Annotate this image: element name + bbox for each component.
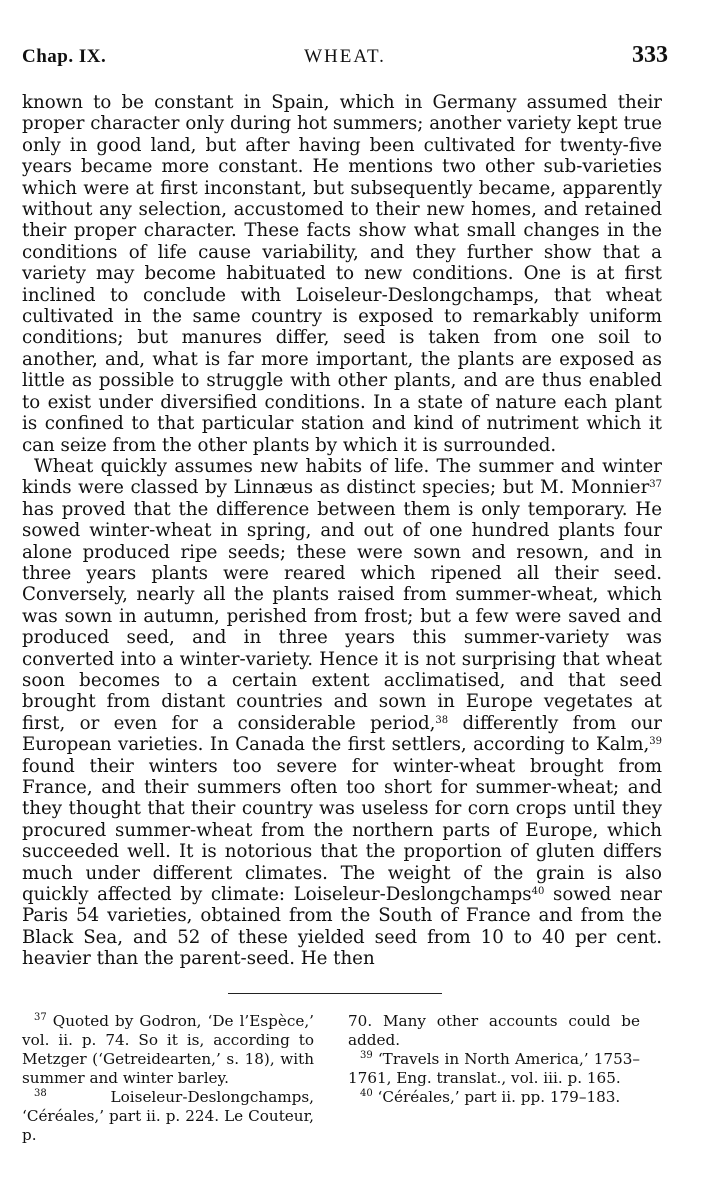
footnote-divider xyxy=(228,993,442,994)
footnote-37-number: 37 xyxy=(34,1012,47,1023)
paragraph-2-part-e: sowed near Paris 54 varieties, obtained from the South of France and from the Black Sea, and 52 of these yielded seed from 10 to 40 per cent. heavier than the parent-seed. He then xyxy=(22,884,662,970)
page-number: 333 xyxy=(632,42,668,68)
chapter-label: Chap. IX. xyxy=(22,46,107,67)
footnote-39-number: 39 xyxy=(360,1050,373,1061)
footnote-ref-38: 38 xyxy=(435,714,449,726)
body-text xyxy=(22,92,662,970)
footnote-40 xyxy=(348,1088,640,1107)
footnote-38-number: 38 xyxy=(34,1088,47,1099)
footnote-38-continued: 70. Many other accounts could be added. xyxy=(348,1012,640,1049)
footnote-37-text: Quoted by Godron, ‘De l’Espèce,’ vol. ii. p. 74. So it is, according to Metzger (‘Getreidearten,’ s. 18), with summer and winter barley. xyxy=(22,1012,314,1087)
paragraph-2-part-c: differently from our European varieties. In Canada the first settlers, according to Kalm, xyxy=(22,712,662,756)
paragraph-2 xyxy=(22,456,662,970)
footnotes xyxy=(22,1012,640,1145)
paragraph-2-part-b: has proved that the difference between them is only temporary. He sowed winter-wheat in spring, and out of one hundred plants four alone produced ripe seeds; these were sown and resown, and in three years plants were reared which ripened all their seed. Conversely, nearly all the plants raised from summer-wheat, which was sown in autumn, perished from frost; but a few were saved and produced seed, and in three years this summer-variety was converted into a winter-variety. Hence it is not surprising that wheat soon becomes to a certain extent acclimatised, and that seed brought from distant countries and sown in Europe vegetates at first, or even for a considerable period, xyxy=(22,498,662,734)
footnote-38 xyxy=(22,1088,314,1145)
paragraph-2-part-d: found their winters too severe for winter-wheat brought from France, and their summers often too short for summer-wheat; and they thought that their country was useless for corn crops until they procured summer-wheat from the northern parts of Europe, which succeeded well. It is notorious that the proportion of gluten differs much under different climates. The weight of the grain is also quickly affected by climate: Loiseleur-Deslongchamps xyxy=(22,755,662,906)
footnote-column-left xyxy=(22,1012,314,1145)
footnote-37 xyxy=(22,1012,314,1088)
footnote-column-right xyxy=(348,1012,640,1145)
paragraph-1: known to be constant in Spain, which in Germany assumed their proper character only during hot summers; another variety kept true only in good land, but after having been cultivated for twenty-five years became more constant. He mentions two other sub-varieties which were at first inconstant, but subsequently became, apparently without any selection, accustomed to their new homes, and retained their proper character. These facts show what small changes in the conditions of life cause variability, and they further show that a variety may become habituated to new conditions. One is at first inclined to conclude with Loiseleur-Deslongchamps, that wheat cultivated in the same country is exposed to remarkably uniform conditions; but manures differ, seed is taken from one soil to another, and, what is far more important, the plants are exposed as little as possible to struggle with other plants, and are thus enabled to exist under diversified conditions. In a state of nature each plant is confined to that particular station and kind of nutriment which it can seize from the other plants by which it is surrounded. xyxy=(22,92,662,456)
footnote-40-number: 40 xyxy=(360,1088,373,1099)
paragraph-2-part-a: Wheat quickly assumes new habits of life. The summer and winter kinds were classed by Linnæus as distinct species; but M. Monnier xyxy=(22,455,662,499)
running-title: WHEAT. xyxy=(304,46,386,67)
footnote-ref-37: 37 xyxy=(649,479,662,491)
footnote-40-text: ‘Céréales,’ part ii. pp. 179–183. xyxy=(372,1088,621,1106)
footnote-ref-39: 39 xyxy=(649,736,662,748)
footnote-38-text: Loiseleur-Deslongchamps, ‘Céréales,’ part ii. p. 224. Le Couteur, p. xyxy=(22,1088,314,1144)
running-header xyxy=(22,42,668,76)
footnote-39-text: ‘Travels in North America,’ 1753–1761, Eng. translat., vol. iii. p. 165. xyxy=(348,1050,640,1087)
footnote-ref-40: 40 xyxy=(531,886,545,898)
footnote-39 xyxy=(348,1050,640,1088)
